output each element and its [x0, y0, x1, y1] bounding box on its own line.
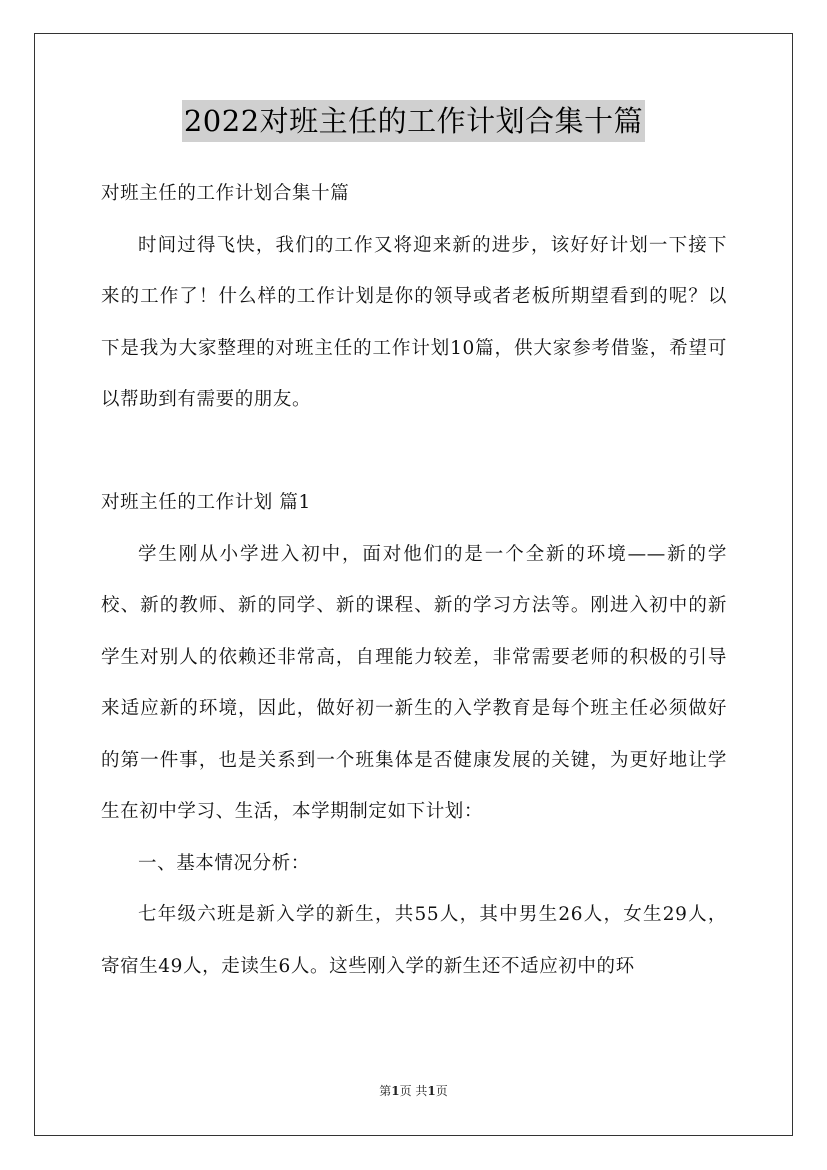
page-number: 1	[391, 1084, 400, 1098]
page-label-prefix: 第	[379, 1084, 392, 1098]
page-label-mid: 页 共	[399, 1084, 428, 1098]
page-label-suffix: 页	[435, 1084, 448, 1098]
intro-paragraph: 时间过得飞快，我们的工作又将迎来新的进步，该好好计划一下接下来的工作了！什么样的工作计划是你的领导或者老板所期望看到的呢？以下是我为大家整理的对班主任的工作计划10篇，供大家参考借鉴，希望可以帮助到有需要的朋友。	[101, 234, 727, 410]
section-spacer	[101, 426, 727, 478]
subsection-heading: 一、基本情况分析：	[138, 852, 310, 874]
total-pages: 1	[427, 1084, 436, 1098]
section-paragraph-2: 七年级六班是新入学的新生，共55人，其中男生26人，女生29人，寄宿生49人，走读生6人。这些刚入学的新生还不适应初中的环	[101, 904, 727, 977]
page-footer	[0, 1082, 827, 1099]
section-paragraph: 学生刚从小学进入初中，面对他们的是一个全新的环境——新的学校、新的教师、新的同学、新的课程、新的学习方法等。刚进入初中的新学生对别人的依赖还非常高，自理能力较差，非常需要老师的积极的引导来适应新的环境，因此，做好初一新生的入学教育是每个班主任必须做好的第一件事，也是关系到一个班集体是否健康发展的关键，为更好地让学生在初中学习、生活，本学期制定如下计划：	[101, 543, 727, 822]
document-body	[101, 168, 727, 992]
title-container	[0, 100, 827, 142]
section-heading: 对班主任的工作计划 篇1	[101, 492, 311, 513]
document-title: 2022对班主任的工作计划合集十篇	[182, 100, 645, 142]
document-subtitle: 对班主任的工作计划合集十篇	[101, 183, 350, 204]
